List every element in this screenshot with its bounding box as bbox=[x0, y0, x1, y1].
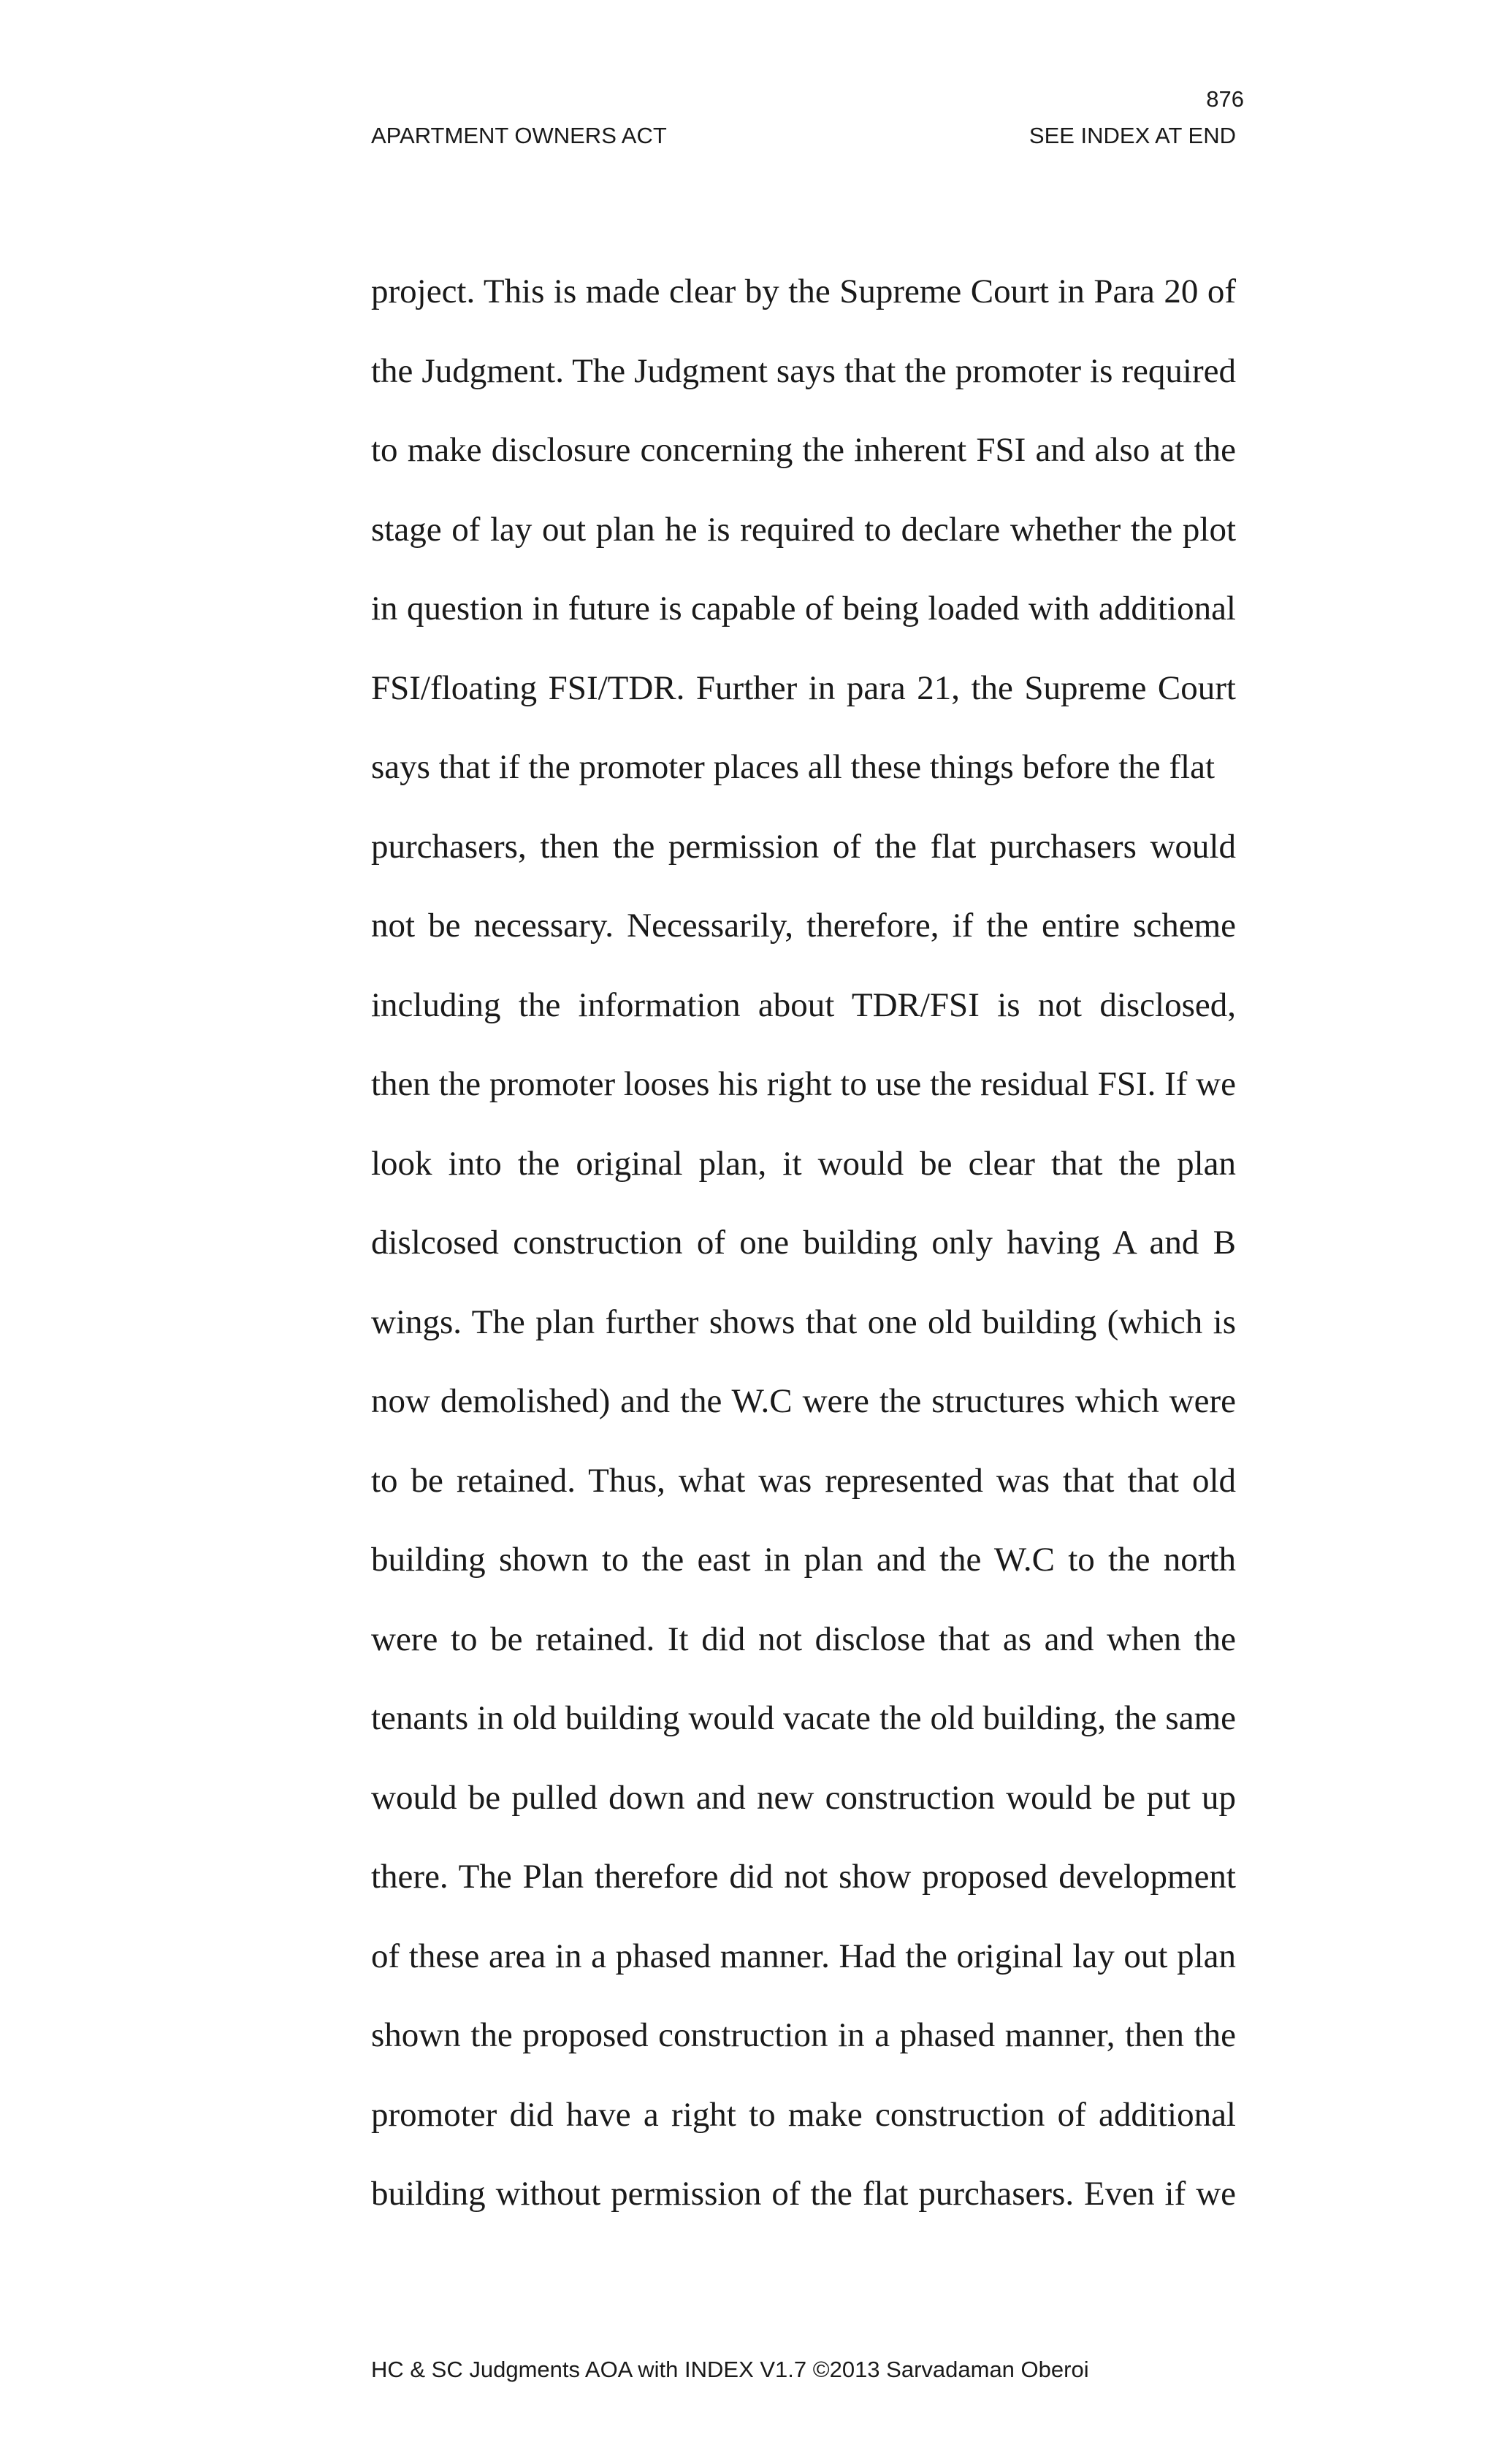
text-line: promoter did have a right to make construction of additional bbox=[371, 2095, 1236, 2134]
text-line: would be pulled down and new construction would be put up bbox=[371, 1778, 1236, 1817]
text-line: project. This is made clear by the Supreme Court in Para 20 of bbox=[371, 272, 1236, 310]
text-line: were to be retained. It did not disclose that as and when the bbox=[371, 1620, 1236, 1658]
text-line: look into the original plan, it would be clear that the plan bbox=[371, 1144, 1236, 1183]
header-title-left: APARTMENT OWNERS ACT bbox=[371, 123, 667, 148]
text-line: stage of lay out plan he is required to declare whether the plot bbox=[371, 510, 1236, 549]
text-line: including the information about TDR/FSI is not disclosed, bbox=[371, 985, 1236, 1024]
text-line: to make disclosure concerning the inherent FSI and also at the bbox=[371, 431, 1236, 469]
text-line: now demolished) and the W.C were the structures which were bbox=[371, 1382, 1236, 1420]
text-line: there. The Plan therefore did not show proposed development bbox=[371, 1858, 1236, 1896]
text-line: dislcosed construction of one building only having A and B bbox=[371, 1224, 1236, 1262]
text-line: building shown to the east in plan and the W.C to the north bbox=[371, 1541, 1236, 1579]
text-line: tenants in old building would vacate the old building, the same bbox=[371, 1699, 1236, 1737]
page-number: 876 bbox=[1206, 86, 1244, 112]
page-footer: HC & SC Judgments AOA with INDEX V1.7 ©2013 Sarvadaman Oberoi bbox=[371, 2357, 1089, 2382]
text-line: says that if the promoter places all these things before the flat bbox=[371, 748, 1216, 786]
text-line: FSI/floating FSI/TDR. Further in para 21, the Supreme Court bbox=[371, 668, 1236, 707]
text-line: purchasers, then the permission of the flat purchasers would bbox=[371, 827, 1236, 866]
text-line: wings. The plan further shows that one old building (which is bbox=[371, 1302, 1236, 1341]
header-title-right: SEE INDEX AT END bbox=[1028, 123, 1236, 148]
text-line: then the promoter looses his right to use the residual FSI. If we bbox=[371, 1065, 1236, 1103]
text-line: not be necessary. Necessarily, therefore, if the entire scheme bbox=[371, 907, 1236, 945]
text-line: building without permission of the flat purchasers. Even if we bbox=[371, 2175, 1236, 2213]
running-header bbox=[371, 124, 1236, 147]
text-line: in question in future is capable of being loaded with additional bbox=[371, 590, 1236, 628]
text-line: of these area in a phased manner. Had the original lay out plan bbox=[371, 1937, 1236, 1975]
body-paragraph bbox=[371, 252, 1236, 2234]
text-line: to be retained. Thus, what was represented was that that old bbox=[371, 1461, 1236, 1500]
text-line: the Judgment. The Judgment says that the promoter is required bbox=[371, 351, 1236, 390]
text-line: shown the proposed construction in a phased manner, then the bbox=[371, 2016, 1236, 2054]
